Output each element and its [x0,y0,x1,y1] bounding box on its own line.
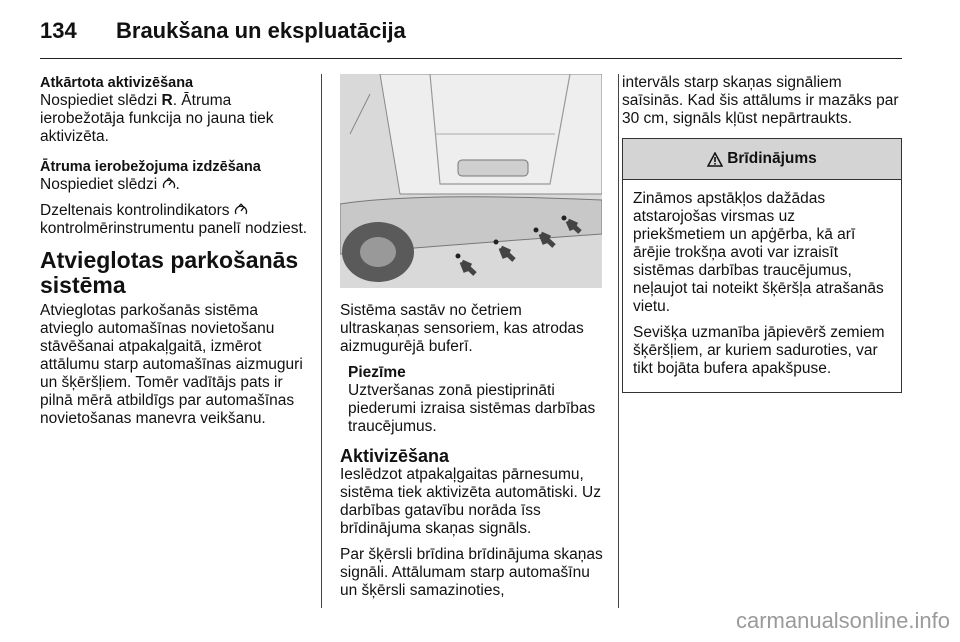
page-title: Braukšana un ekspluatācija [116,18,406,43]
speed-limiter-icon [162,177,176,191]
continued-text: intervāls starp skaņas signāliem saīsinās. Kad šis attālums ir mazāks par 30 cm, signāls kļūst nepārtraukts. [622,74,899,127]
note-box [340,364,605,436]
warning-body [623,180,901,392]
obstacle-text: Par šķērsli brīdina brīdinājuma skaņas signāli. Attālumam starp automašīnu un šķērsli samazinoties, [340,546,603,599]
reactivation-pre: Nospiediet slēdzi [40,92,162,109]
system-text: Sistēma sastāv no četriem ultraskaņas sensoriem, kas atrodas aizmugurējā buferī. [340,302,584,355]
activation-heading: Aktivizēšana [340,446,450,466]
reactivation-key: R [161,92,173,109]
indicator-text [40,202,310,238]
warning-triangle-icon [707,152,723,167]
van-rear-illustration [340,74,602,288]
section-heading: Atvieglotas parkošanās sistēma [40,247,299,298]
note-text: Uztveršanas zonā piestiprināti piederumi izraisa sistēmas darbības traucējumus. [348,382,596,435]
warning-paragraph-2: Sevišķa uzmanība jāpievērš zemiem šķēršļiem, ar kuriem saduroties, var tikt bojāta bufera apakšpuse. [633,324,885,377]
reactivation-post: . Ātruma ierobežotāja funkcija no jauna tiek aktivizēta. [40,92,274,145]
page-header [40,10,912,58]
column-1 [40,74,310,436]
delete-heading: Ātruma ierobežojuma izdzēšana [40,159,261,175]
activation-text: Ieslēdzot atpakaļgaitas pārnesumu, sistēma tiek aktivizēta automātiski. Uz darbības gatavību norāda īss brīdinājuma skaņas signāls. [340,466,602,537]
reactivation-text [40,92,310,146]
indicator-post: kontrolmērinstrumentu panelī nodziest. [40,220,308,237]
indicator-pre: Dzeltenais kontrolindikators [40,202,230,219]
delete-text: Nospiediet slēdzi . [40,176,180,193]
column-divider-1 [321,74,322,608]
note-label: Piezīme [348,364,406,381]
column-2 [340,74,605,608]
reactivation-heading: Atkārtota aktivizēšana [40,75,194,91]
warning-paragraph-1: Zināmos apstākļos dažādas atstarojošas virsmas uz priekšmetiem un apģērba, kā arī ārējie trokšņa avoti var izraisīt sistēmas darbības traucējumus, neļaujot tai noteikt šķēršļa atrašanās vietu. [633,190,884,315]
watermark: carmanualsonline.info [735,608,950,633]
column-divider-2 [618,74,619,608]
section-text: Atvieglotas parkošanās sistēma atvieglo automašīnas novietošanu stāvēšanai atpakaļgaitā, izmērot attālumu starp automašīnas aizmuguri un šķēršļiem. Tomēr vadītājs pats ir pilnā mērā atbildīgs par automašīnas novietošanas manevra veikšanu. [40,302,303,427]
speed-limiter-indicator-icon [234,203,248,217]
delete-text-label: Nospiediet slēdzi [40,176,158,193]
page-number: 134 [40,18,77,43]
parking-sensors-figure [340,74,602,288]
warning-box [622,138,902,393]
warning-title: Brīdinājums [727,150,817,167]
column-3 [622,74,902,393]
warning-header [623,139,901,180]
header-rule [40,58,902,59]
